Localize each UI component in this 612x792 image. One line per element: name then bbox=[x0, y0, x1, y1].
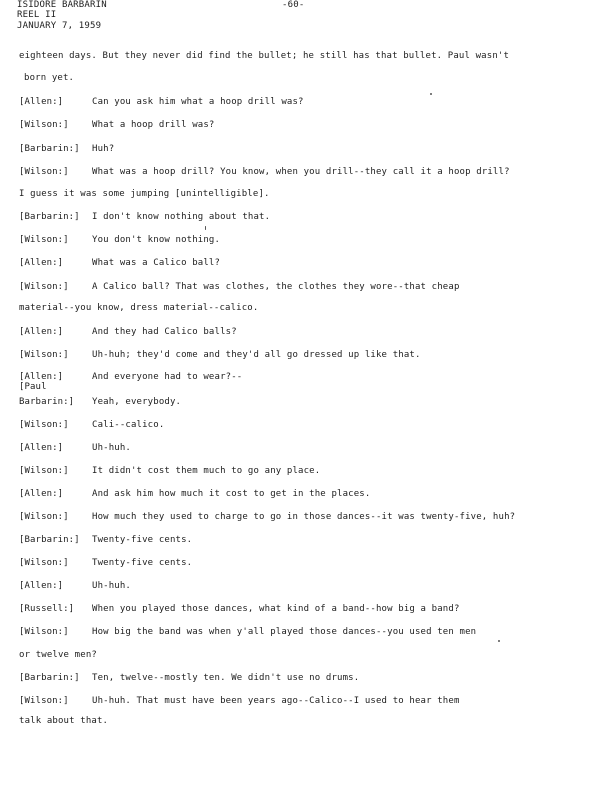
utterance-continuation: material--you know, dress material--calico. bbox=[19, 303, 259, 313]
paper-speck bbox=[498, 640, 500, 642]
utterance-text: I don't know nothing about that. bbox=[92, 212, 271, 222]
utterance-text: How much they used to charge to go in those dances--it was twenty-five, huh? bbox=[92, 512, 516, 522]
utterance-text: Yeah, everybody. bbox=[92, 397, 182, 407]
utterance-text: Uh-huh. bbox=[92, 443, 131, 453]
speaker-label: [Wilson:] bbox=[19, 696, 69, 706]
utterance-text: When you played those dances, what kind of a band--how big a band? bbox=[92, 604, 460, 614]
speaker-label: [Wilson:] bbox=[19, 167, 69, 177]
utterance-text: Cali--calico. bbox=[92, 420, 165, 430]
utterance-text: A Calico ball? That was clothes, the clothes they wore--that cheap bbox=[92, 282, 460, 292]
continuation-line-1: eighteen days. But they never did find the bullet; he still has that bullet. Paul wasn't bbox=[19, 51, 510, 61]
paper-speck bbox=[205, 226, 206, 230]
speaker-label: [Allen:] bbox=[19, 372, 64, 382]
speaker-label: [Paul bbox=[19, 382, 47, 392]
utterance-text: Uh-huh. That must have been years ago--Calico--I used to hear them bbox=[92, 696, 460, 706]
utterance-text: You don't know nothing. bbox=[92, 235, 221, 245]
speaker-label: [Barbarin:] bbox=[19, 144, 80, 154]
page-number: -60- bbox=[282, 0, 305, 10]
utterance-text: And everyone had to wear?-- bbox=[92, 372, 243, 382]
speaker-label: [Wilson:] bbox=[19, 512, 69, 522]
utterance-text: Huh? bbox=[92, 144, 115, 154]
speaker-label: [Barbarin:] bbox=[19, 535, 80, 545]
speaker-label: Barbarin:] bbox=[19, 397, 75, 407]
utterance-text: Uh-huh; they'd come and they'd all go dressed up like that. bbox=[92, 350, 421, 360]
utterance-continuation: talk about that. bbox=[19, 716, 109, 726]
utterance-continuation: or twelve men? bbox=[19, 650, 97, 660]
paper-speck bbox=[430, 93, 432, 95]
utterance-text: Twenty-five cents. bbox=[92, 535, 193, 545]
utterance-continuation: I guess it was some jumping [unintelligible]. bbox=[19, 189, 270, 199]
speaker-label: [Allen:] bbox=[19, 97, 64, 107]
utterance-text: And ask him how much it cost to get in the places. bbox=[92, 489, 371, 499]
utterance-text: And they had Calico balls? bbox=[92, 327, 237, 337]
utterance-text: What a hoop drill was? bbox=[92, 120, 215, 130]
utterance-text: Can you ask him what a hoop drill was? bbox=[92, 97, 304, 107]
speaker-label: [Wilson:] bbox=[19, 282, 69, 292]
speaker-label: [Russell:] bbox=[19, 604, 75, 614]
speaker-label: [Wilson:] bbox=[19, 235, 69, 245]
speaker-label: [Barbarin:] bbox=[19, 673, 80, 683]
utterance-text: It didn't cost them much to go any place. bbox=[92, 466, 321, 476]
header-reel: REEL II bbox=[17, 10, 57, 20]
speaker-label: [Wilson:] bbox=[19, 120, 69, 130]
speaker-label: [Allen:] bbox=[19, 581, 64, 591]
utterance-text: Uh-huh. bbox=[92, 581, 131, 591]
header-name: ISIDORE BARBARIN bbox=[17, 0, 107, 10]
continuation-line-2: born yet. bbox=[24, 73, 75, 83]
utterance-text: What was a hoop drill? You know, when you drill--they call it a hoop drill? bbox=[92, 167, 510, 177]
speaker-label: [Wilson:] bbox=[19, 466, 69, 476]
utterance-text: Ten, twelve--mostly ten. We didn't use no drums. bbox=[92, 673, 360, 683]
speaker-label: [Barbarin:] bbox=[19, 212, 80, 222]
speaker-label: [Wilson:] bbox=[19, 627, 69, 637]
speaker-label: [Allen:] bbox=[19, 258, 64, 268]
speaker-label: [Wilson:] bbox=[19, 350, 69, 360]
speaker-label: [Allen:] bbox=[19, 327, 64, 337]
speaker-label: [Allen:] bbox=[19, 489, 64, 499]
utterance-text: How big the band was when y'all played those dances--you used ten men bbox=[92, 627, 477, 637]
header-date: JANUARY 7, 1959 bbox=[17, 21, 102, 31]
utterance-text: What was a Calico ball? bbox=[92, 258, 221, 268]
speaker-label: [Allen:] bbox=[19, 443, 64, 453]
utterance-text: Twenty-five cents. bbox=[92, 558, 193, 568]
speaker-label: [Wilson:] bbox=[19, 558, 69, 568]
speaker-label: [Wilson:] bbox=[19, 420, 69, 430]
